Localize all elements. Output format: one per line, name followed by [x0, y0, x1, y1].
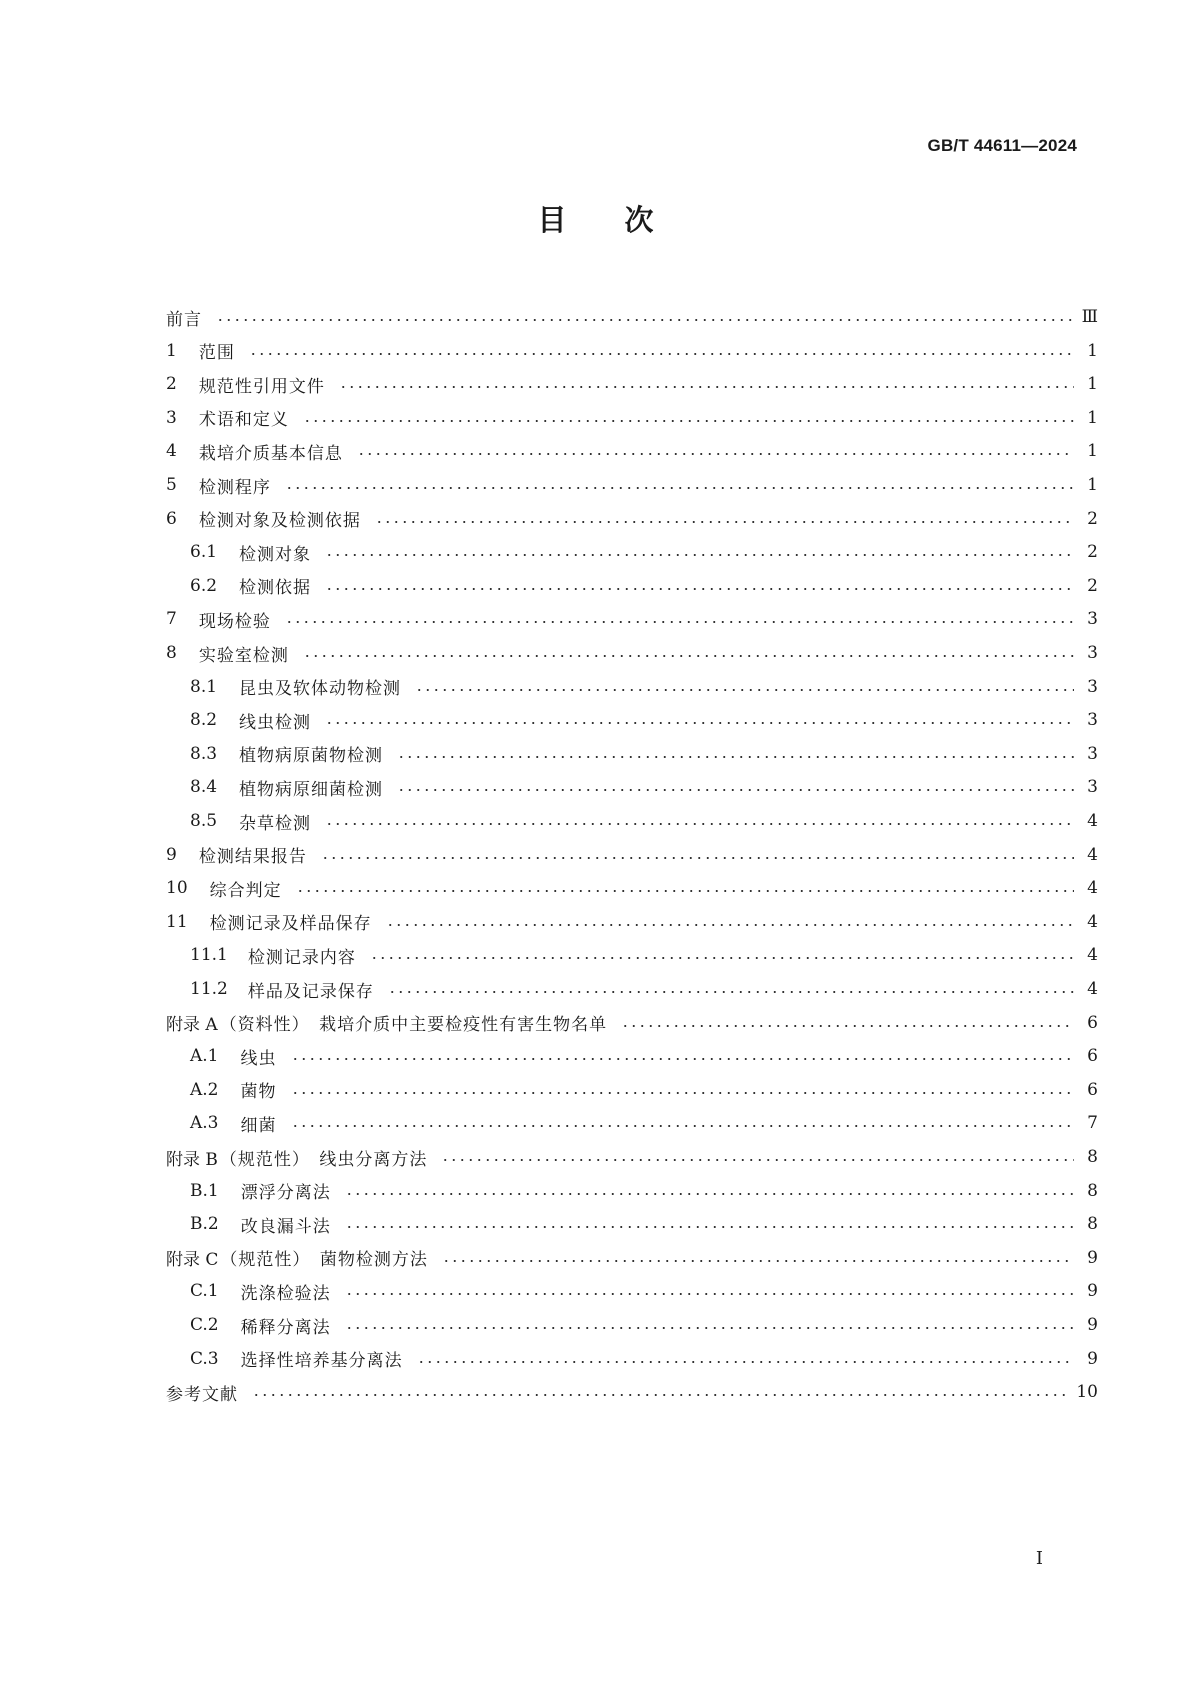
toc-entry[interactable] [166, 539, 1098, 565]
toc-leader-dots [621, 1025, 1074, 1027]
toc-entry-page: 1 [1087, 340, 1098, 361]
toc-leader-dots [291, 1058, 1075, 1060]
toc-leader-dots [442, 1260, 1074, 1262]
toc-entry-page: 1 [1087, 407, 1098, 428]
toc-entry[interactable] [166, 1043, 1098, 1069]
toc-entry-label: 植物病原细菌检测 [239, 779, 384, 800]
toc-entry-number: 11.2 [190, 979, 228, 999]
toc-entry-page: Ⅲ [1081, 307, 1098, 327]
toc-entry-label: 参考文献 [166, 1384, 238, 1405]
toc-entry-page: 4 [1087, 878, 1098, 899]
toc-leader-dots [397, 789, 1074, 791]
toc-leader-dots [252, 1394, 1066, 1396]
toc-leader-dots [441, 1159, 1074, 1161]
toc-entry[interactable] [166, 1010, 1098, 1036]
toc-entry-page: 8 [1087, 1214, 1098, 1235]
toc-entry[interactable] [166, 438, 1098, 464]
toc-entry-number: 6.1 [190, 542, 218, 563]
toc-entry-page: 3 [1087, 743, 1098, 764]
toc-entry-number: 9 [166, 844, 177, 865]
toc-entry-number: B.1 [190, 1180, 219, 1201]
toc-entry[interactable] [166, 1077, 1098, 1103]
toc-entry-label: 检测结果报告 [198, 847, 307, 868]
toc-entry-number: A.3 [190, 1113, 219, 1134]
toc-leader-dots [321, 857, 1074, 859]
toc-entry-page: 1 [1087, 374, 1098, 395]
toc-leader-dots [285, 621, 1074, 623]
toc-entry[interactable] [166, 909, 1098, 935]
toc-leader-dots [303, 655, 1074, 657]
toc-entry-label: 线虫检测 [239, 712, 312, 733]
toc-entry[interactable] [166, 674, 1098, 700]
toc-entry-page: 10 [1076, 1382, 1098, 1403]
toc-entry-page: 9 [1087, 1281, 1098, 1302]
toc-leader-dots [370, 957, 1074, 959]
toc-leader-dots [339, 386, 1074, 388]
document-id: GB/T 44611—2024 [927, 136, 1077, 155]
toc-entry-number: 1 [166, 340, 177, 361]
toc-leader-dots [345, 1226, 1074, 1228]
toc-entry-number: 4 [166, 441, 177, 462]
toc-entry-label: 现场检验 [198, 611, 271, 632]
toc-entry-label: 栽培介质基本信息 [198, 443, 343, 464]
toc-entry-label: 范围 [198, 343, 235, 364]
toc-entry[interactable] [166, 1178, 1098, 1204]
toc-title-char-2: 次 [624, 203, 654, 237]
toc-entry-label: 检测记录及样品保存 [209, 914, 372, 935]
toc-entry-page: 4 [1087, 844, 1098, 865]
toc-entry-number: B.2 [190, 1214, 219, 1235]
toc-entry[interactable] [166, 405, 1098, 431]
toc-entry-label: 线虫 [240, 1048, 277, 1069]
toc-entry[interactable] [166, 1211, 1098, 1237]
toc-entry-number: C.2 [190, 1315, 219, 1335]
toc-leader-dots [345, 1293, 1074, 1295]
toc-entry-label: 检测对象及检测依据 [198, 511, 361, 532]
toc-entry[interactable] [166, 1346, 1098, 1372]
toc-entry-label: （规范性） 线虫分离方法 [219, 1149, 428, 1170]
toc-entry[interactable] [166, 573, 1098, 599]
toc-leader-dots [375, 521, 1074, 523]
toc-entry[interactable] [166, 338, 1098, 364]
toc-entry-number: 附录 B [166, 1149, 218, 1170]
toc-entry-number: 8.4 [190, 777, 218, 798]
toc-entry-label: 规范性引用文件 [198, 376, 325, 397]
toc-entry-page: 3 [1087, 676, 1098, 697]
toc-entry-label: 稀释分离法 [240, 1317, 331, 1338]
toc-entry-page: 4 [1087, 911, 1098, 932]
toc-entry[interactable] [166, 1144, 1098, 1170]
toc-entry-label: 术语和定义 [198, 410, 289, 431]
toc-entry-number: 8.5 [190, 811, 218, 831]
toc-entry-page: 3 [1087, 777, 1098, 798]
toc-leader-dots [417, 1361, 1074, 1363]
toc-entry-label: 细菌 [240, 1115, 277, 1136]
toc-entry-number: C.3 [190, 1348, 219, 1369]
toc-entry[interactable] [166, 1379, 1098, 1405]
toc-entry-page: 4 [1087, 979, 1098, 999]
toc-title-char-1: 目 [537, 203, 567, 237]
toc-leader-dots [285, 487, 1074, 489]
toc-entry-label: 改良漏斗法 [240, 1216, 331, 1237]
toc-entry-page: 9 [1087, 1247, 1098, 1268]
toc-entry-label: （资料性） 栽培介质中主要检疫性有害生物名单 [219, 1015, 608, 1036]
toc-leader-dots [325, 554, 1074, 556]
toc-entry-page: 6 [1087, 1046, 1098, 1067]
toc-entry-page: 1 [1087, 475, 1098, 495]
toc-entry-number: 7 [166, 609, 177, 630]
toc-entry-label: 检测程序 [198, 477, 271, 498]
toc-entry[interactable] [166, 1245, 1098, 1271]
toc-entry[interactable] [166, 842, 1098, 868]
toc-entry-page: 7 [1087, 1113, 1098, 1134]
toc-leader-dots [325, 823, 1074, 825]
toc-leader-dots [291, 1092, 1075, 1094]
toc-entry-label: 漂浮分离法 [240, 1183, 331, 1204]
toc-leader-dots [357, 453, 1074, 455]
toc-entry-label: 植物病原菌物检测 [239, 746, 384, 767]
toc-leader-dots [296, 890, 1074, 892]
toc-entry-label: 菌物 [240, 1082, 277, 1103]
toc-entry-page: 3 [1087, 643, 1098, 663]
toc-entry[interactable] [166, 808, 1098, 834]
toc-entry[interactable] [166, 606, 1098, 632]
toc-entry-number: 11 [166, 911, 188, 932]
toc-leader-dots [345, 1193, 1074, 1195]
toc-entry-page: 6 [1087, 1012, 1098, 1033]
toc-entry[interactable] [166, 371, 1098, 397]
toc-entry-number: 附录 A [166, 1015, 218, 1036]
toc-entry[interactable] [166, 707, 1098, 733]
toc-entry-label: 前言 [166, 309, 202, 330]
toc-entry-number: 10 [166, 878, 188, 899]
toc-leader-dots [397, 756, 1074, 758]
toc-entry[interactable] [166, 1110, 1098, 1136]
toc-entry-page: 4 [1087, 945, 1098, 966]
toc-entry-number: A.2 [190, 1079, 219, 1100]
toc-entry-page: 3 [1087, 609, 1098, 630]
toc-entry-page: 3 [1087, 710, 1098, 731]
toc-entry-number: 8 [166, 643, 177, 663]
toc-entry-label: （规范性） 菌物检测方法 [220, 1250, 428, 1271]
toc-entry-label: 昆虫及软体动物检测 [239, 679, 402, 700]
toc-entry-number: 8.1 [190, 676, 218, 697]
toc-entry-label: 实验室检测 [198, 645, 289, 666]
toc-entry-number: 2 [166, 374, 177, 395]
toc-entry[interactable] [166, 1312, 1098, 1338]
toc-entry-number: 3 [166, 407, 177, 428]
toc-entry-page: 9 [1087, 1315, 1098, 1335]
toc-leader-dots [216, 319, 1072, 321]
toc-entry-page: 8 [1087, 1147, 1098, 1167]
toc-entry-page: 2 [1087, 542, 1098, 563]
toc-entry[interactable] [166, 875, 1098, 901]
toc-entry-page: 4 [1087, 811, 1098, 831]
toc-entry[interactable] [166, 942, 1098, 968]
toc-entry-label: 检测记录内容 [247, 947, 356, 968]
toc-leader-dots [388, 991, 1074, 993]
toc-entry-label: 检测对象 [239, 544, 312, 565]
toc-entry-page: 9 [1087, 1348, 1098, 1369]
toc-entry-number: 6 [166, 508, 177, 529]
toc-entry-page: 6 [1087, 1079, 1098, 1100]
toc-entry-label: 选择性培养基分离法 [240, 1351, 403, 1372]
toc-leader-dots [386, 924, 1074, 926]
toc-leader-dots [303, 420, 1074, 422]
toc-entry-number: C.1 [190, 1281, 219, 1302]
toc-entry-number: 8.3 [190, 743, 218, 764]
toc-leader-dots [415, 689, 1074, 691]
toc-entry-label: 样品及记录保存 [247, 981, 374, 1002]
toc-entry[interactable] [166, 506, 1098, 532]
toc-entry[interactable] [166, 472, 1098, 498]
toc-entry-number: 6.2 [190, 575, 218, 596]
page-number: I [1035, 1548, 1043, 1569]
toc-leader-dots [325, 722, 1074, 724]
toc-entry-label: 洗涤检验法 [240, 1283, 331, 1304]
toc-leader-dots [325, 588, 1074, 590]
toc-title [0, 200, 1191, 240]
toc-entry[interactable] [166, 1278, 1098, 1304]
toc-entry-page: 8 [1087, 1180, 1098, 1201]
toc-entry-label: 检测依据 [239, 578, 312, 599]
toc-entry-page: 2 [1087, 575, 1098, 596]
toc-entry[interactable] [166, 741, 1098, 767]
toc-entry-page: 2 [1087, 508, 1098, 529]
toc-entry[interactable] [166, 976, 1098, 1002]
toc-entry[interactable] [166, 774, 1098, 800]
toc-entry-number: A.1 [190, 1046, 219, 1067]
toc-entry-number: 11.1 [190, 945, 228, 966]
toc-entry[interactable] [166, 640, 1098, 666]
toc-leader-dots [345, 1327, 1074, 1329]
toc-leader-dots [249, 353, 1074, 355]
toc-leader-dots [291, 1125, 1075, 1127]
toc-entry-number: 8.2 [190, 710, 218, 731]
toc-entry-label: 杂草检测 [239, 813, 312, 834]
toc-entry[interactable] [166, 304, 1098, 330]
toc-entry-label: 综合判定 [209, 880, 282, 901]
toc-entry-page: 1 [1087, 441, 1098, 462]
toc-entry-number: 5 [166, 475, 177, 495]
toc-entry-number: 附录 C [166, 1250, 219, 1271]
